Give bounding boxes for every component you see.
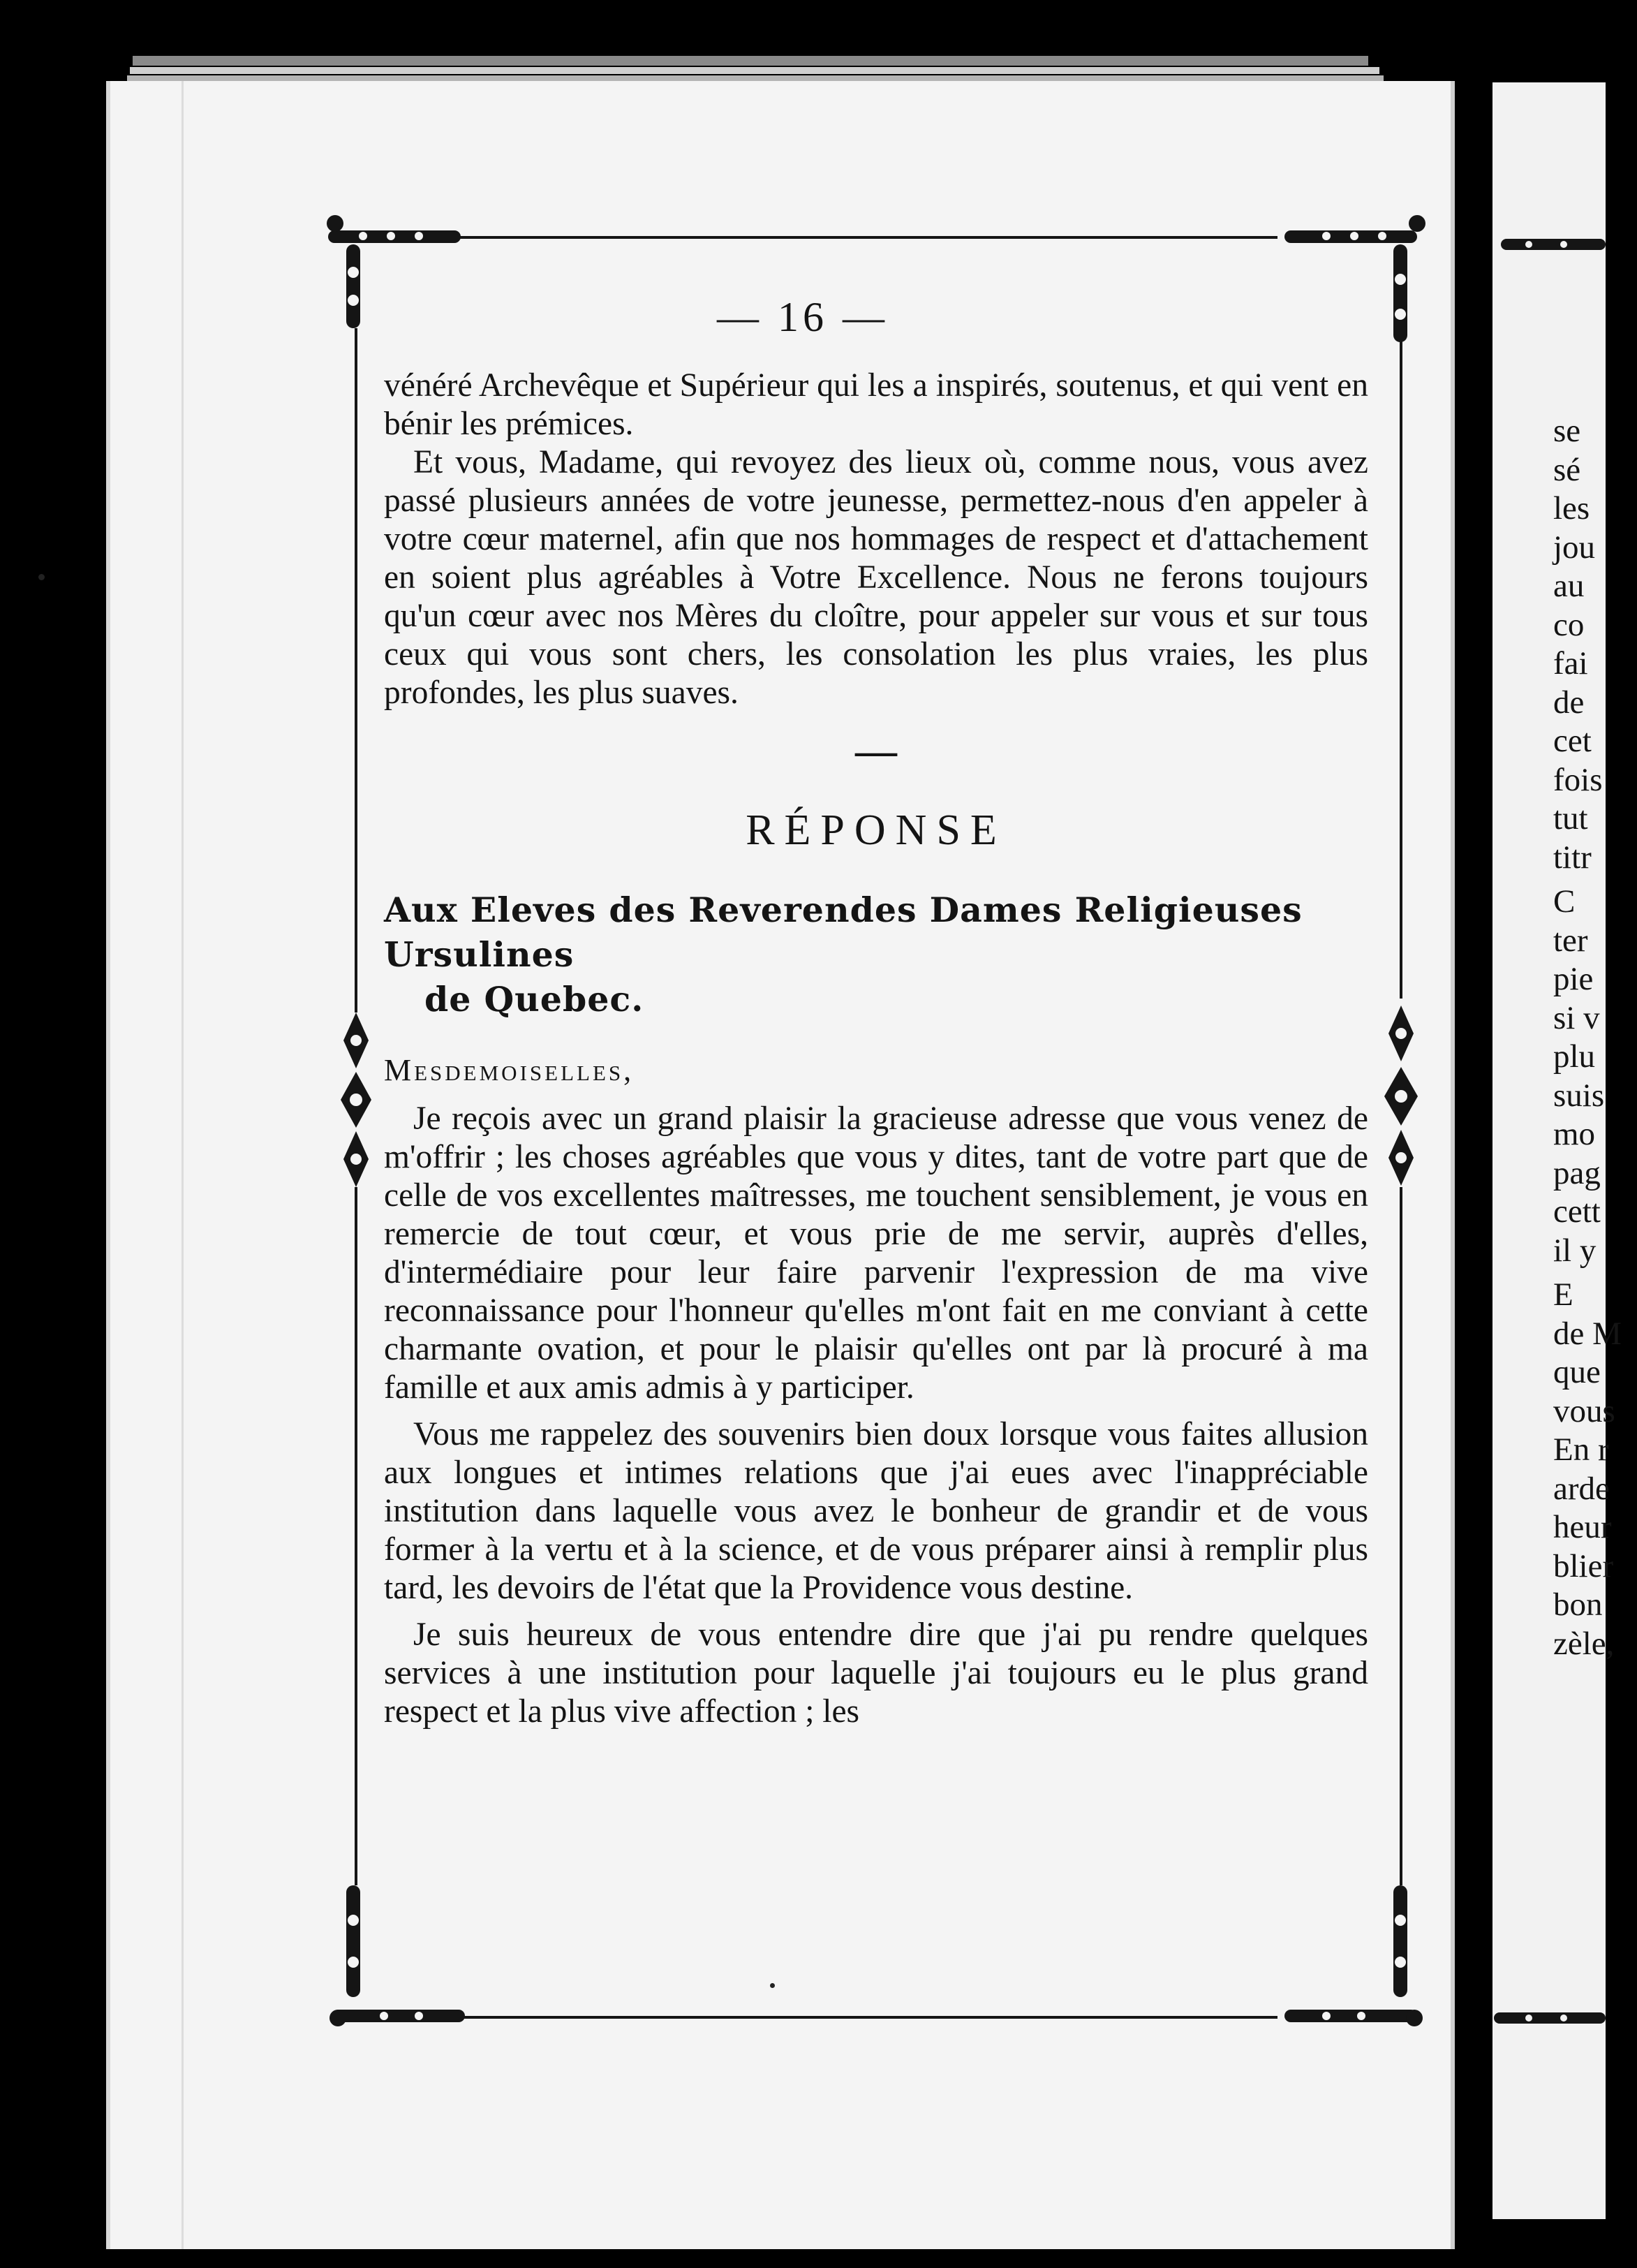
side-ornament-icon [334, 1012, 378, 1187]
paragraph: Vous me rappelez des souvenirs bien doux lorsque vous faites allusion aux longues et intimes relations que j'ai eues avec l'inappréciable institution dans laquelle vous avez le bonheur de grandir et de vous former à la vertu et à la science, et de vous préparer ainsi à remplir plus tard, les devoirs de l'état que la Providence vous destine. [384, 1416, 1368, 1606]
corner-ornament-icon [328, 1885, 468, 2032]
facing-page-line: si v [1553, 999, 1600, 1036]
frame-top-line [433, 236, 1277, 239]
frame-bottom-line [433, 2016, 1277, 2019]
facing-page-line: sé [1553, 451, 1581, 488]
frame-right-line [1400, 328, 1402, 999]
page-number: — 16 — [717, 294, 889, 340]
facing-page-line: blier [1553, 1547, 1614, 1584]
facing-page-line: de M [1553, 1315, 1622, 1352]
facing-page-line: jou [1553, 529, 1596, 566]
facing-page-line: arde [1553, 1470, 1610, 1507]
facing-page-line: il y [1553, 1232, 1597, 1269]
facing-page-line: bon [1553, 1586, 1603, 1623]
speck [38, 574, 45, 580]
paragraph: Je reçois avec un grand plaisir la gracieuse adresse que vous venez de m'offrir ; les choses agréables que vous y dites, tant de votre part que de celle de vos excellentes maîtresses, me touchent sensiblement, je vous en remercie de tout cœur, et vous prie de me servir, auprès d'elles, d'intermédiaire pour leur faire parvenir l'expression de ma vive reconnaissance pour l'honneur qu'elles m'ont fait en me conviant à cette charmante ovation, et pour le plaisir qu'elles ont par là procuré à ma famille et aux amis admis à y participer. [384, 1100, 1368, 1406]
facing-page-line: au [1553, 568, 1585, 604]
facing-page-line: titr [1553, 839, 1592, 876]
frame-left-line [355, 1187, 357, 1885]
facing-page-line: pag [1553, 1154, 1601, 1191]
facing-page-line: fai [1553, 645, 1588, 682]
dedication-line: de Quebec. [424, 979, 644, 1019]
facing-page-line: pie [1553, 961, 1594, 997]
facing-page-line: se [1553, 413, 1581, 449]
frame-right-line [1400, 1187, 1402, 1885]
facing-page-line: heur [1553, 1509, 1612, 1545]
page-stack-edge [130, 67, 1379, 74]
page-stack-edge [133, 56, 1368, 66]
facing-page-line: En r [1553, 1431, 1609, 1468]
facing-page-line: E [1553, 1276, 1573, 1313]
facing-page-line: les [1553, 490, 1590, 526]
frame-left-line [355, 328, 357, 1012]
facing-page-line: plu [1553, 1038, 1596, 1075]
facing-page-line: C [1553, 883, 1576, 920]
facing-page-line: de [1553, 684, 1585, 721]
facing-page-ornament-icon [1494, 2004, 1606, 2032]
facing-page-line: cett [1553, 1193, 1601, 1230]
section-title: RÉPONSE [746, 807, 1007, 854]
facing-page-ornament-icon [1501, 230, 1606, 258]
facing-page-text [1553, 412, 1637, 1663]
salutation: Mesdemoiselles, [384, 1053, 635, 1087]
page-crease [182, 81, 184, 2249]
facing-page-line: fois [1553, 761, 1603, 798]
side-ornament-icon [1379, 1006, 1423, 1187]
section-separator: — [855, 728, 897, 774]
paragraph: Je suis heureux de vous entendre dire que j'ai pu rendre quelques services à une institution pour laquelle j'ai toujours eu le plus grand respect et la plus vive affection ; les [384, 1617, 1368, 1730]
dedication-heading [384, 888, 1368, 1022]
facing-page-line: vous [1553, 1392, 1615, 1429]
corner-ornament-icon [1277, 1885, 1424, 2032]
facing-page-line: co [1553, 606, 1585, 643]
facing-page-line: suis [1553, 1077, 1605, 1114]
facing-page-line: cet [1553, 723, 1592, 759]
facing-page-line: que [1553, 1354, 1601, 1390]
facing-page-line: ter [1553, 922, 1588, 959]
paragraph: vénéré Archevêque et Supérieur qui les a inspirés, soutenus, et qui vent en bénir les prémices. [384, 367, 1368, 442]
speck [770, 1983, 775, 1988]
page-stack-edge [127, 75, 1384, 81]
page-content [384, 367, 1368, 1731]
facing-page-line: mo [1553, 1116, 1596, 1152]
paragraph: Et vous, Madame, qui revoyez des lieux où, comme nous, vous avez passé plusieurs années de votre jeunesse, permettez-nous d'en appeler à votre cœur maternel, afin que nos hommages de respect et d'attachement en soient plus agréables à Votre Excellence. Nous ne ferons toujours qu'un cœur avec nos Mères du cloître, pour appeler sur vous et sur tous ceux qui vous sont chers, les consolation les plus vraies, les plus profondes, les plus suaves. [384, 444, 1368, 711]
facing-page-line: zèle, [1553, 1625, 1615, 1662]
facing-page-line: tut [1553, 800, 1588, 837]
dedication-line: Aux Eleves des Reverendes Dames Religieuses Ursulines [384, 890, 1303, 975]
